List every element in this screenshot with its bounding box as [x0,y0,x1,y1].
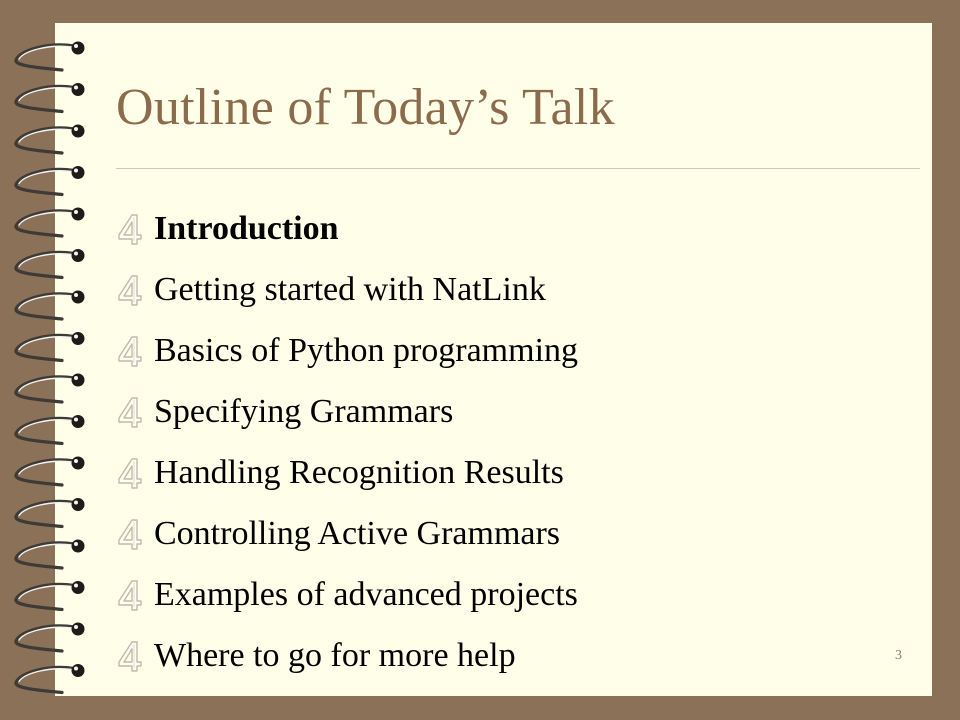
numeral-4-bullet-icon [116,331,154,371]
numeral-4-bullet-icon [116,392,154,432]
spiral-binding-ring-icon [16,208,85,237]
numeral-4-bullet-icon [116,575,154,615]
bullet-text: Examples of advanced projects [154,575,578,613]
bullet-list [116,198,578,686]
bullet-item-more-help [116,625,578,686]
spiral-binding-ring-icon [16,125,85,154]
spiral-binding-ring-icon [16,332,85,361]
bullet-text: Specifying Grammars [154,392,454,430]
spiral-binding-ring-icon [16,83,85,112]
numeral-4-bullet-icon [116,209,154,249]
slide-title: Outline of Today’s Talk [116,79,615,136]
spiral-binding-ring-icon [16,374,85,403]
spiral-binding-ring-icon [16,166,85,195]
spiral-binding-ring-icon [16,581,85,610]
bullet-item-getting-started [116,259,578,320]
numeral-4-bullet-icon [116,270,154,310]
title-divider [116,168,920,169]
bullet-item-active-grammars [116,503,578,564]
spiral-binding-ring-icon [16,415,85,444]
spiral-binding-ring-icon [16,498,85,527]
spiral-binding [0,0,100,720]
spiral-binding-ring-icon [16,623,85,652]
bullet-text: Basics of Python programming [154,331,579,369]
numeral-4-bullet-icon [116,453,154,493]
bullet-item-introduction [116,198,578,259]
spiral-binding-ring-icon [16,664,85,693]
spiral-binding-ring-icon [16,249,85,278]
bullet-text: Handling Recognition Results [154,453,564,491]
bullet-item-recognition-results [116,442,578,503]
slide-number: 3 [895,648,902,663]
bullet-text: Introduction [154,209,339,247]
spiral-binding-ring-icon [16,457,85,486]
numeral-4-bullet-icon [116,514,154,554]
spiral-binding-ring-icon [16,540,85,569]
bullet-item-specifying-grammars [116,381,578,442]
bullet-item-python-basics [116,320,578,381]
bullet-text: Getting started with NatLink [154,270,546,308]
spiral-binding-ring-icon [16,42,85,71]
bullet-text: Controlling Active Grammars [154,514,561,552]
bullet-text: Where to go for more help [154,636,516,674]
bullet-item-advanced-projects [116,564,578,625]
numeral-4-bullet-icon [116,636,154,676]
spiral-binding-ring-icon [16,291,85,320]
